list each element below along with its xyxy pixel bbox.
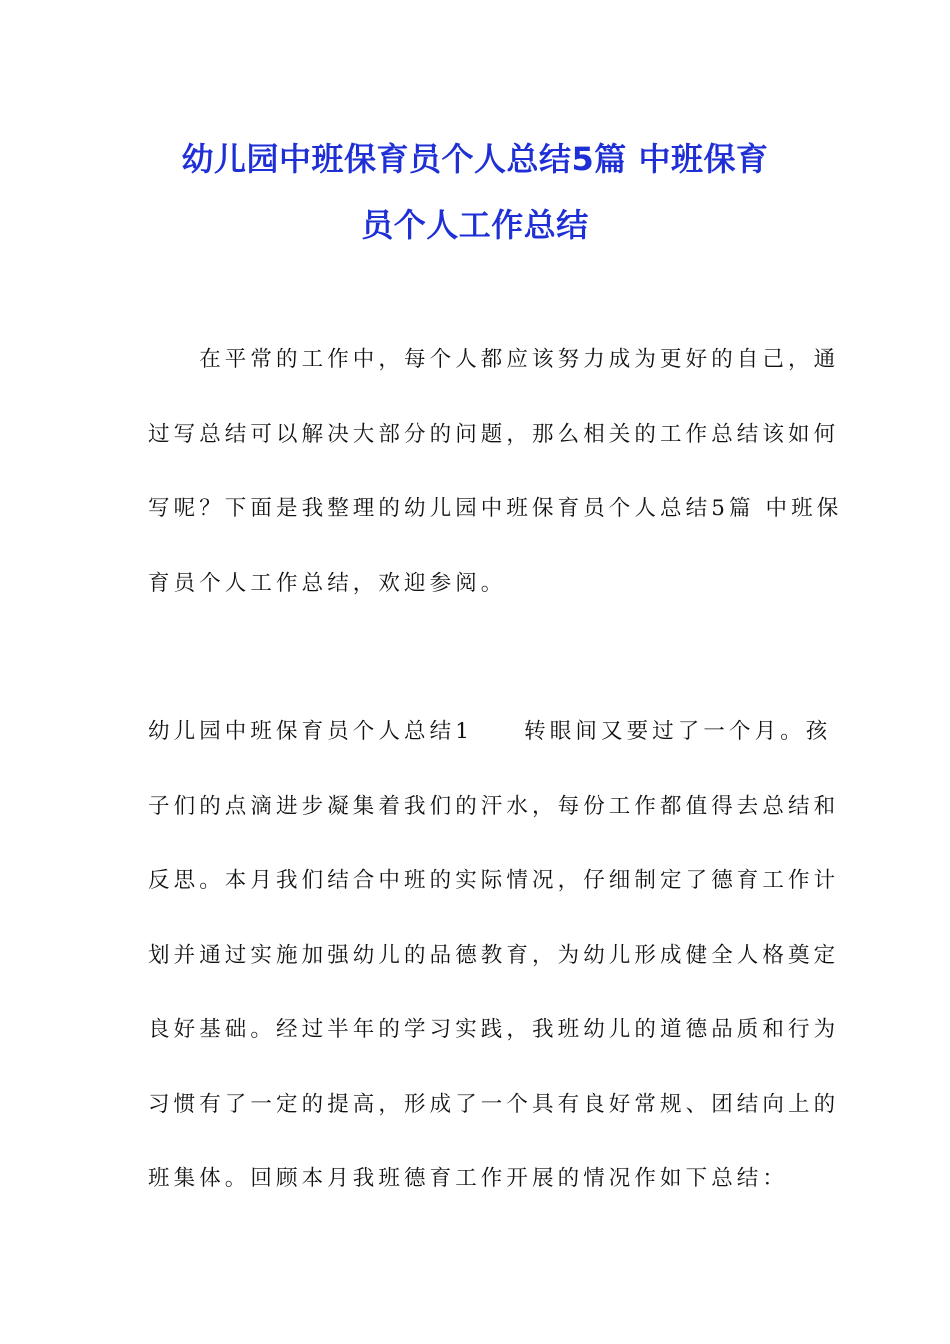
section-1-paragraph (148, 695, 840, 1217)
intro-line: 在平常的工作中，每个人都应该努力成为更好的自己，通 (148, 347, 840, 372)
title-line-1: 幼儿园中班保育员个人总结5篇 中班保育 (181, 140, 769, 178)
intro-line: 育员个人工作总结，欢迎参阅。 (148, 570, 507, 596)
intro-line: 写呢？下面是我整理的幼儿园中班保育员个人总结5篇 中班保 (148, 496, 843, 521)
section-1-line: 反思。本月我们结合中班的实际情况，仔细制定了德育工作计 (148, 868, 840, 893)
section-1-line: 习惯有了一定的提高，形成了一个具有良好常规、团结向上的 (148, 1091, 840, 1117)
document-title (140, 126, 810, 258)
intro-line: 过写总结可以解决大部分的问题，那么相关的工作总结该如何 (148, 421, 840, 447)
section-1-line: 良好基础。经过半年的学习实践，我班幼儿的道德品质和行为 (148, 1017, 840, 1042)
title-line-2: 员个人工作总结 (361, 206, 589, 244)
section-1-line: 划并通过实施加强幼儿的品德教育，为幼儿形成健全人格奠定 (148, 942, 840, 968)
section-1-line: 幼儿园中班保育员个人总结1 转眼间又要过了一个月。孩 (148, 719, 832, 744)
section-1-line: 子们的点滴进步凝集着我们的汗水，每份工作都值得去总结和 (148, 793, 840, 819)
section-1-line: 班集体。回顾本月我班德育工作开展的情况作如下总结： (148, 1166, 789, 1191)
intro-paragraph (148, 323, 843, 621)
